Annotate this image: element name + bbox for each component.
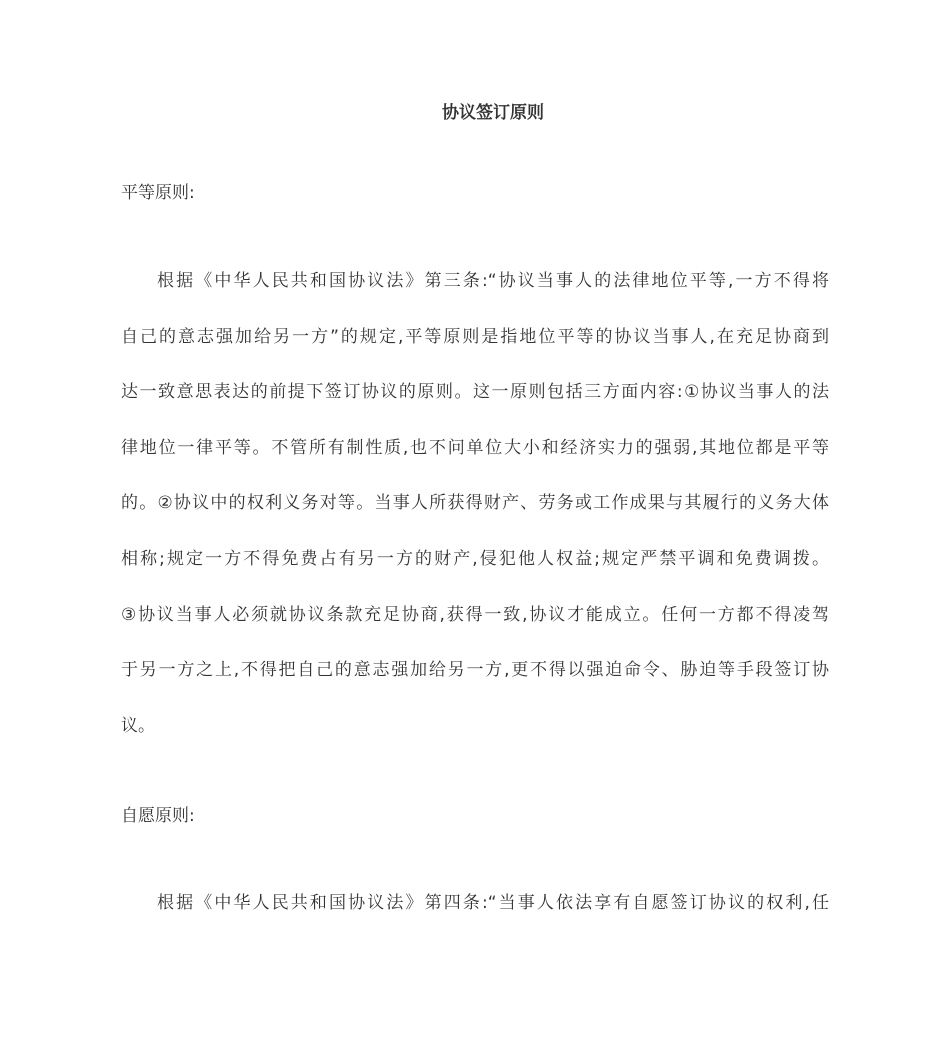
paragraph-line: 自己的意志强加给另一方”的规定,平等原则是指地位平等的协议当事人,在充足协商到: [121, 326, 829, 347]
paragraph-line: 相称;规定一方不得免费占有另一方的财产,侵犯他人权益;规定严禁平调和免费调拨。: [121, 548, 829, 569]
paragraph-line: 达一致意思表达的前提下签订协议的原则。这一原则包括三方面内容:①协议当事人的法: [121, 382, 829, 403]
paragraph-line: 律地位一律平等。不管所有制性质,也不问单位大小和经济实力的强弱,其地位都是平等: [121, 437, 829, 458]
section-heading-equality: 平等原则:: [121, 183, 195, 203]
paragraph-line: 议。: [121, 715, 155, 736]
document-title: 协议签订原则: [442, 103, 544, 123]
section-heading-voluntariness: 自愿原则:: [121, 806, 195, 826]
paragraph-line: ③协议当事人必须就协议条款充足协商,获得一致,协议才能成立。任何一方都不得凌驾: [121, 604, 829, 625]
paragraph-line: 于另一方之上,不得把自己的意志强加给另一方,更不得以强迫命令、胁迫等手段签订协: [121, 660, 829, 681]
paragraph-line: 的。②协议中的权利义务对等。当事人所获得财产、劳务或工作成果与其履行的义务大体: [121, 493, 829, 514]
section-body-equality: [121, 254, 833, 754]
paragraph-line: 根据《中华人民共和国协议法》第四条:“当事人依法享有自愿签订协议的权利,任: [157, 893, 829, 913]
section-body-voluntariness: [121, 876, 833, 932]
paragraph-line: 根据《中华人民共和国协议法》第三条:“协议当事人的法律地位平等,一方不得将: [157, 271, 829, 291]
